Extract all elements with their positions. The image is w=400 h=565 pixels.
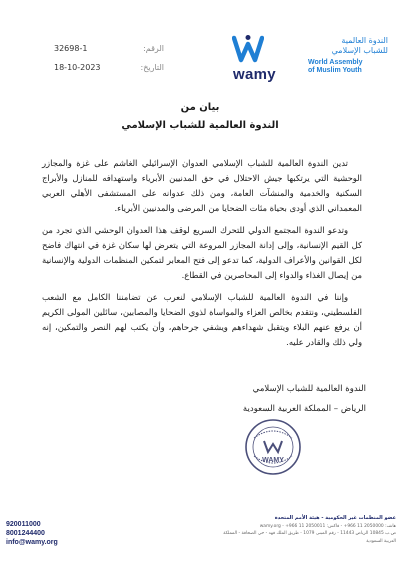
statement-paragraph-3: وإننا في الندوة العالمية للشباب الإسلامي لنعرب عن تضامننا الكامل مع الشعب الفلسطيني، ونتقدم بخالص العزاء والمواساة لذوي الضحايا والمصابين، سائلين المولى الكريم أن يرفع عنهم البلاء ويتقبل شهداءهم ويشفي جرحاهم، وأن يكتب لهم النصر والتمكين، إنه ولي ذلك والقادر عليه. [42,292,362,347]
footer-phone-2: 8001244400 [6,530,45,537]
statement-title-line-2: الندوة العالمية للشباب الإسلامي [121,120,279,131]
footer-org-status: عضو المنظمات غير الحكومية - هيئة الأمم المتحدة [274,515,396,521]
footer-email[interactable]: info@wamy.org [6,539,58,546]
reference-block [54,44,164,82]
logo-arabic-name [308,36,388,56]
logo-english-name [308,59,394,75]
footer-phone-1: 920011000 [6,521,41,528]
statement-body [42,156,362,357]
signature-block [196,384,366,414]
wamy-logo-mark-icon [232,34,264,64]
footer-address-line: ص.ب 10845 الرياض 11443 - رقم المبنى 1079 - طريق الملك فهد - حي الصحافة - المملكة العربية السعودية [223,531,396,544]
reference-number-row [54,44,164,53]
statement-paragraph-2: وتدعو الندوة المجتمع الدولي للتحرك السريع لوقف هذا العدوان الوحشي الذي تجرد من كل القيم الإنسانية، وإلى إدانة المجازر المروعة التي يتعرض لها سكان غزة في انتهاك فاضح لكل القوانين والأعراف الدولية، كما تدعو إلى فتح المعابر لتمكين المنظمات الدولية والإنسانية من إيصال الغذاء والدواء إلى المحاصرين في القطاع. [42,225,362,280]
reference-number-value: 32698-1 [54,44,88,53]
stamp-text: WAMY [262,457,284,464]
reference-number-label: الرقم: [143,44,164,53]
logo-english-line-2: of Muslim Youth [308,67,362,74]
logo-wordmark: wamy [233,66,276,83]
wamy-logo [232,32,392,83]
footer-contact-line: هاتف: 2050000 11 966+ - فاكس: 2050011 11 966+ - wamy.org [259,523,396,529]
signature-location: الرياض – المملكة العربية السعودية [242,404,366,414]
date-value: 18-10-2023 [54,63,101,72]
footer-contacts [6,520,58,547]
official-stamp-icon [244,418,302,476]
logo-english-line-1: World Assembly [308,59,363,66]
date-row [54,63,164,72]
footer-address-block [210,515,396,545]
logo-arabic-line-2: للشباب الإسلامي [331,46,388,55]
signature-organization: الندوة العالمية للشباب الإسلامي [252,384,366,394]
logo-arabic-line-1: الندوة العالمية [341,36,388,45]
statement-paragraph-1: تدين الندوة العالمية للشباب الإسلامي العدوان الإسرائيلي الغاشم على غزة والمجازر الوحشية التي يرتكبها جيش الاحتلال في حق المدنيين الأبرياء واستهدافه للمنازل والأبراج السكنية والخدمية والمنشآت العامة، ومن ذلك عدوانه على المستشفى الأهلي العربي المعمداني الذي أودى بحياة مئات الضحايا من المرضى والمدنيين الأبرياء. [42,158,362,213]
statement-title-line-1: بيان من [180,102,220,113]
date-label: التاريخ: [140,63,164,72]
